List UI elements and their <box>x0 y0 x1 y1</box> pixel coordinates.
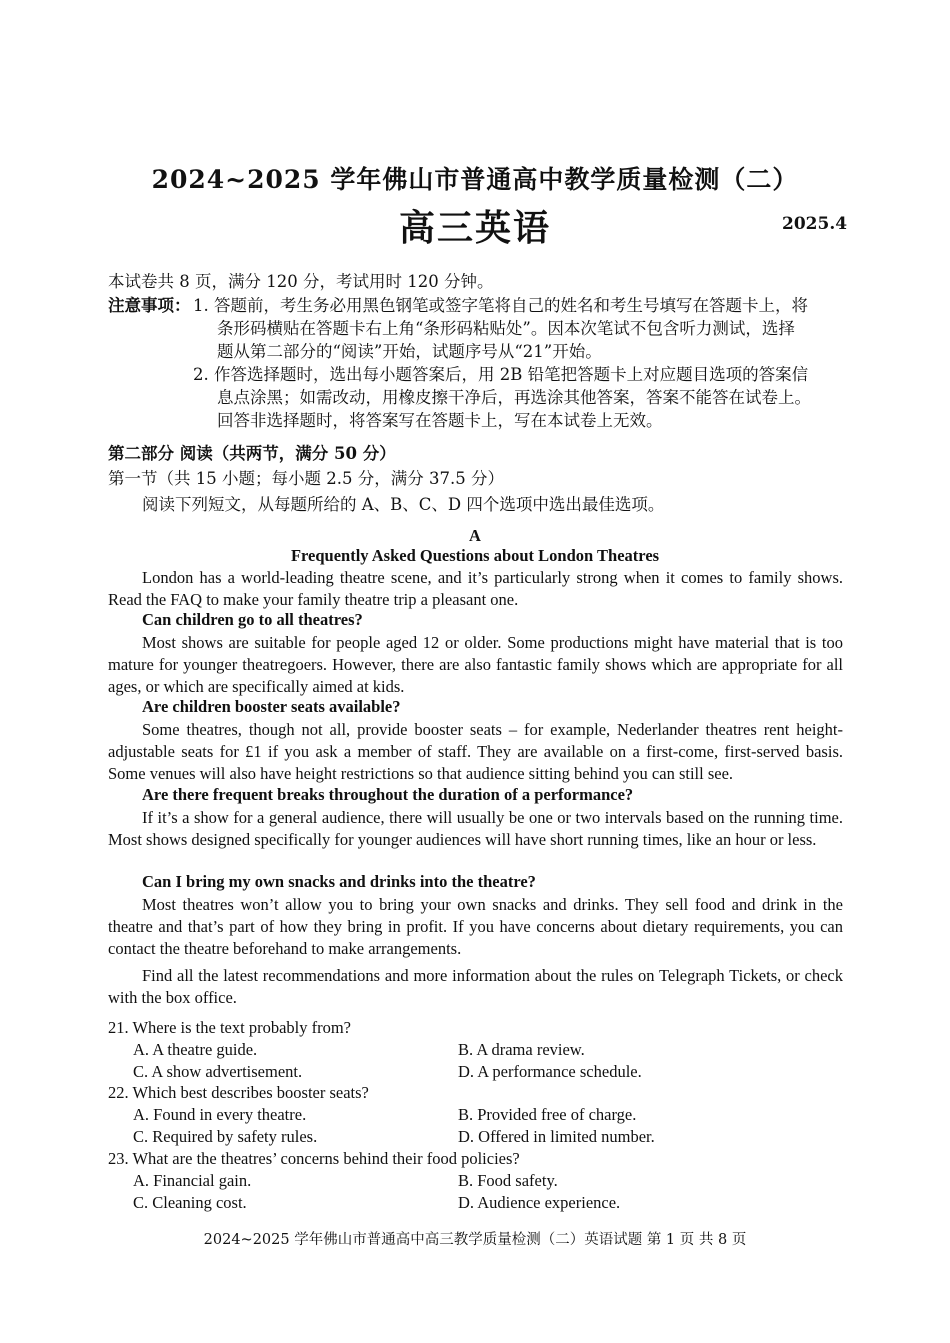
question-23-option-c: C. Cleaning cost. <box>133 1193 247 1212</box>
question-21-option-c: C. A show advertisement. <box>133 1062 303 1081</box>
exam-intro: 本试卷共 8 页，满分 120 分，考试用时 120 分钟。 <box>108 272 494 291</box>
question-23-option-a: A. Financial gain. <box>133 1171 252 1190</box>
note-2-line-2: 息点涂黑；如需改动，用橡皮擦干净后，再选涂其他答案，答案不能答在试卷上。 <box>217 388 811 407</box>
question-23-option-d: D. Audience experience. <box>458 1193 621 1212</box>
question-23-option-b: B. Food safety. <box>458 1171 558 1190</box>
faq-question-2: Are children booster seats available? <box>142 697 401 716</box>
faq-question-3: Are there frequent breaks throughout the duration of a performance? <box>142 785 634 804</box>
passage-letter: A <box>469 526 481 545</box>
passage-title: Frequently Asked Questions about London Theatres <box>290 546 660 565</box>
question-21-option-a: A. A theatre guide. <box>133 1040 258 1059</box>
question-22-option-b: B. Provided free of charge. <box>458 1105 637 1124</box>
question-23-stem: 23. What are the theatres’ concerns behind their food policies? <box>108 1149 520 1168</box>
note-1-line-1: 1. 答题前，考生务必用黑色钢笔或签字笔将自己的姓名和考生号填写在答题卡上，将 <box>193 296 808 315</box>
faq-question-1: Can children go to all theatres? <box>142 610 363 629</box>
faq-question-4: Can I bring my own snacks and drinks into the theatre? <box>142 872 536 891</box>
page-footer: 2024~2025 学年佛山市普通高中高三教学质量检测（二）英语试题 第 1 页 共 8 页 <box>203 1232 747 1248</box>
faq-answer-4: Most theatres won’t allow you to bring your own snacks and drinks. They sell food and drink in the theatre and that’s part of how they bring in profit. If you have concerns about dietary requirements, you can contact the theatre beforehand to make arrangements. <box>108 895 843 958</box>
question-22-option-a: A. Found in every theatre. <box>133 1105 307 1124</box>
question-21-stem: 21. Where is the text probably from? <box>108 1018 351 1037</box>
question-21-option-d: D. A performance schedule. <box>458 1062 642 1081</box>
question-22-stem: 22. Which best describes booster seats? <box>108 1083 369 1102</box>
passage-closing: Find all the latest recommendations and more information about the rules on Telegraph Tickets, or check with the box office. <box>108 966 843 1007</box>
exam-title: 2024~2025 学年佛山市普通高中教学质量检测（二） <box>151 165 799 194</box>
part-heading: 第二部分 阅读（共两节，满分 50 分） <box>108 444 396 463</box>
question-22-option-d: D. Offered in limited number. <box>458 1127 655 1146</box>
faq-answer-1: Most shows are suitable for people aged 12 or older. Some productions might have material that is too mature for younger theatregoers. However, there are also fantastic family shows which are appropriate for all ages, or which are specifically aimed at kids. <box>108 633 843 696</box>
exam-date: 2025.4 <box>782 214 848 234</box>
reading-direction: 阅读下列短文，从每题所给的 A、B、C、D 四个选项中选出最佳选项。 <box>142 495 665 514</box>
passage-intro: London has a world-leading theatre scene, and it’s particularly strong when it comes to family shows. Read the FAQ to make your family theatre trip a pleasant one. <box>108 568 843 609</box>
question-21-option-b: B. A drama review. <box>458 1040 585 1059</box>
question-22-option-c: C. Required by safety rules. <box>133 1127 318 1146</box>
notes-label: 注意事项： <box>108 296 191 315</box>
subsection-heading: 第一节（共 15 小题；每小题 2.5 分，满分 37.5 分） <box>108 469 504 488</box>
faq-answer-3: If it’s a show for a general audience, there will usually be one or two intervals based on the running time. Most shows designed specifically for younger audiences will have short running times, like an hour or less. <box>108 808 843 849</box>
note-2-line-3: 回答非选择题时，将答案写在答题卡上，写在本试卷上无效。 <box>217 411 663 430</box>
note-1-line-2: 条形码横贴在答题卡右上角“条形码粘贴处”。因本次笔试不包含听力测试，选择 <box>217 319 795 338</box>
faq-answer-2: Some theatres, though not all, provide booster seats – for example, Nederlander theatres rent height-adjustable seats for £1 if you ask a member of staff. They are available on a first-come, first-served basis. Some venues will also have height restrictions so that audience sitting behind you can still see. <box>108 720 843 783</box>
note-1-line-3: 题从第二部分的“阅读”开始，试题序号从“21”开始。 <box>217 342 602 361</box>
note-2-line-1: 2. 作答选择题时，选出每小题答案后，用 2B 铅笔把答题卡上对应题目选项的答案信 <box>193 365 809 384</box>
subject-title: 高三英语 <box>398 207 551 249</box>
